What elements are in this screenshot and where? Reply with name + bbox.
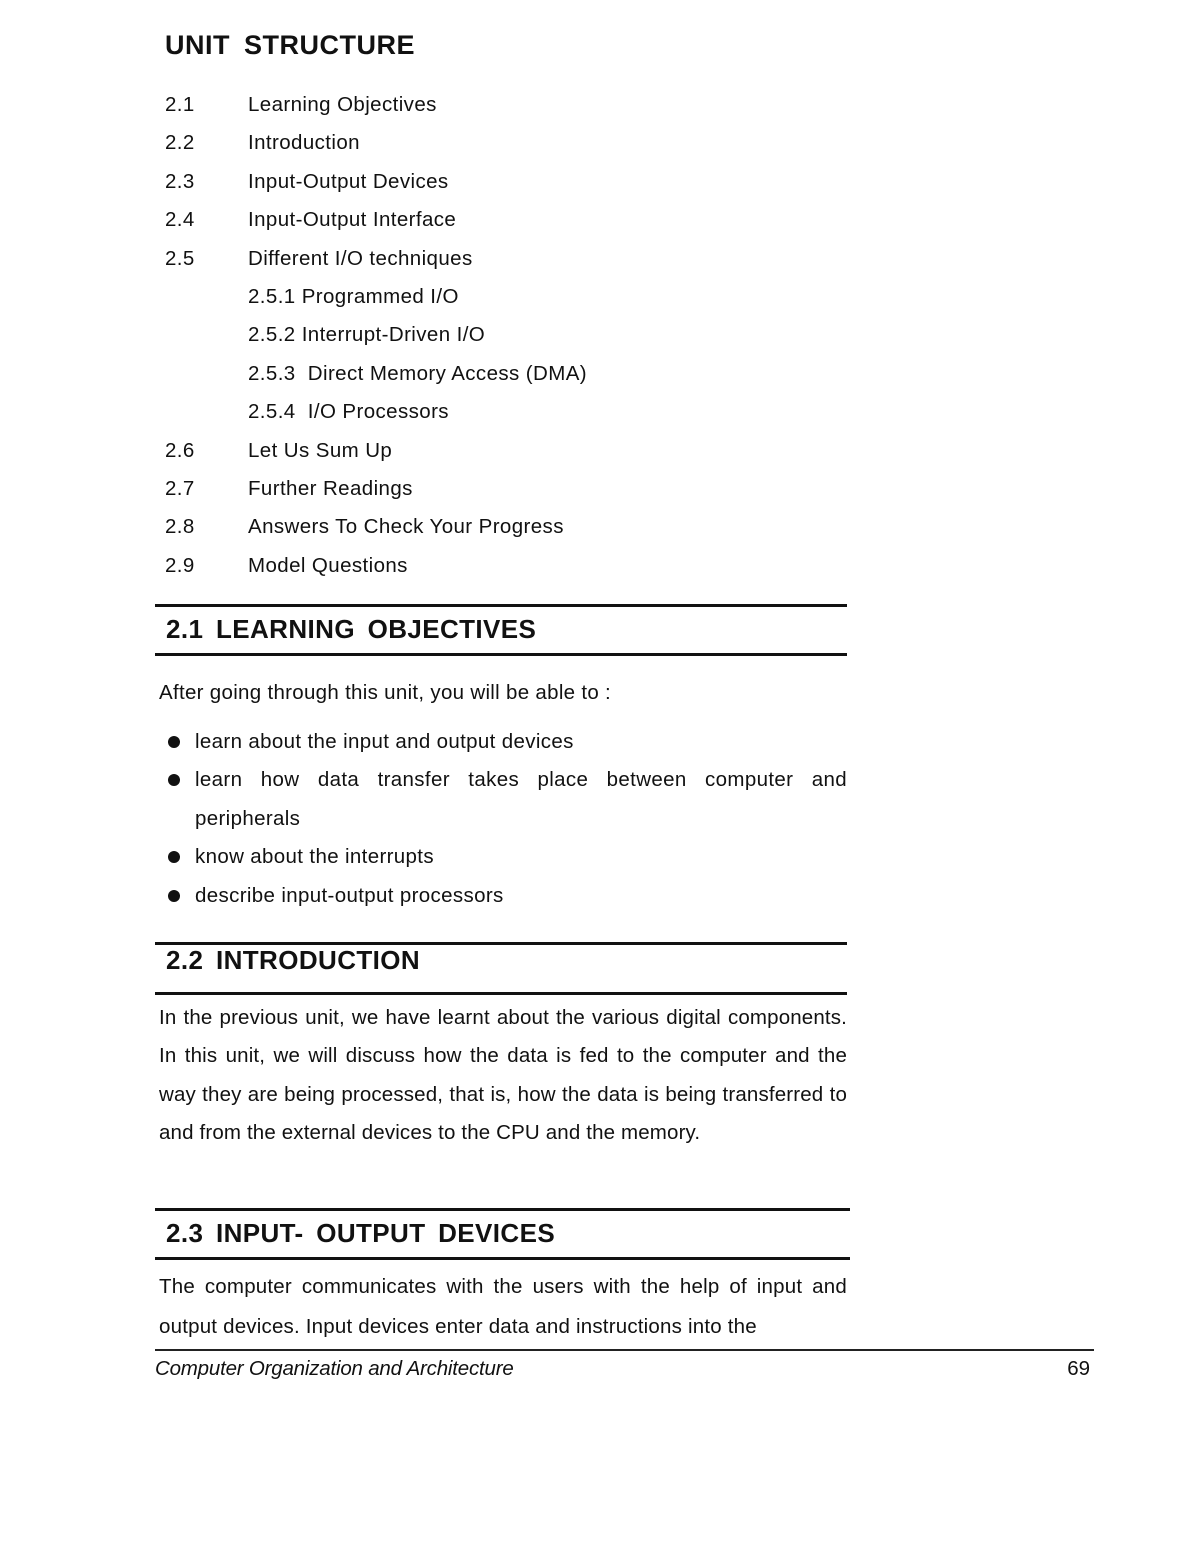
section-rule-top — [155, 1208, 850, 1211]
bullet-icon — [168, 774, 180, 786]
footer-book-title: Computer Organization and Architecture — [155, 1357, 514, 1380]
toc-item-label: Introduction — [248, 131, 360, 155]
objective-item — [159, 761, 847, 838]
page-number: 69 — [1067, 1357, 1090, 1380]
toc-item-number: 2.2 — [165, 131, 195, 155]
toc-item — [165, 124, 865, 162]
toc-subitem — [165, 278, 865, 316]
footer-rule — [155, 1349, 1094, 1351]
toc-subitem — [165, 393, 865, 431]
section-rule-bottom — [155, 653, 847, 656]
objectives-list — [159, 723, 847, 915]
introduction-body: In the previous unit, we have learnt about the various digital components. In this unit, we will discuss how the data is fed to the computer and the way they are being processed, that is, how the data is being transferred to and from the external devices to the CPU and the memory. — [159, 1006, 847, 1145]
section-rule-top — [155, 604, 847, 607]
bullet-icon — [168, 890, 180, 902]
bullet-icon — [168, 851, 180, 863]
objective-item — [159, 723, 847, 761]
toc-subitem — [165, 355, 865, 393]
objective-text: describe input-output processors — [195, 883, 504, 907]
toc-item — [165, 86, 865, 124]
toc-item — [165, 432, 865, 470]
toc-item-number: 2.6 — [165, 438, 195, 462]
toc-item-label: Let Us Sum Up — [248, 438, 393, 462]
bullet-icon — [168, 736, 180, 748]
section-heading-io-devices: 2.3 INPUT- OUTPUT DEVICES — [166, 1218, 556, 1248]
toc-item-label: Learning Objectives — [248, 93, 437, 116]
toc-item-number: 2.7 — [165, 476, 195, 500]
section-rule-bottom — [155, 992, 847, 995]
objective-item — [159, 838, 847, 876]
toc-subitem-label: 2.5.3 Direct Memory Access (DMA) — [248, 361, 587, 385]
objectives-intro: After going through this unit, you will be able to : — [159, 681, 612, 704]
unit-structure-title: UNIT STRUCTURE — [165, 30, 415, 60]
toc-subitem — [165, 316, 865, 354]
toc-item — [165, 470, 865, 508]
toc-item-label: Model Questions — [248, 553, 408, 577]
toc-item — [165, 201, 865, 239]
toc-item-number: 2.1 — [165, 93, 195, 116]
toc-item-label: Input-Output Interface — [248, 208, 457, 232]
section-rule-bottom — [155, 1257, 850, 1260]
objective-text: know about the interrupts — [195, 845, 434, 869]
toc-item-number: 2.3 — [165, 169, 195, 193]
objective-text: learn about the input and output devices — [195, 730, 574, 753]
toc-item-number: 2.8 — [165, 515, 195, 539]
section-heading-learning-objectives: 2.1 LEARNING OBJECTIVES — [166, 614, 537, 644]
section-heading-introduction: 2.2 INTRODUCTION — [166, 945, 421, 975]
toc-item — [165, 547, 865, 585]
toc-item — [165, 163, 865, 201]
toc-item-label: Answers To Check Your Progress — [248, 515, 564, 539]
unit-structure-list — [165, 86, 865, 585]
toc-item-label: Input-Output Devices — [248, 169, 449, 193]
toc-subitem-label: 2.5.4 I/O Processors — [248, 400, 449, 424]
objective-text: learn how data transfer takes place between computer and peripherals — [195, 768, 847, 830]
toc-subitem-label: 2.5.1 Programmed I/O — [248, 284, 459, 308]
toc-item — [165, 508, 865, 546]
toc-item-number: 2.9 — [165, 553, 195, 577]
toc-item-number: 2.5 — [165, 246, 195, 270]
toc-subitem-label: 2.5.2 Interrupt-Driven I/O — [248, 323, 486, 347]
toc-item — [165, 240, 865, 278]
toc-item-label: Further Readings — [248, 476, 413, 500]
objective-item — [159, 877, 847, 915]
io-devices-body: The computer communicates with the users with the help of input and output devices. Input devices enter data and instructions into the — [159, 1275, 847, 1338]
toc-item-label: Different I/O techniques — [248, 246, 473, 270]
toc-item-number: 2.4 — [165, 208, 195, 232]
